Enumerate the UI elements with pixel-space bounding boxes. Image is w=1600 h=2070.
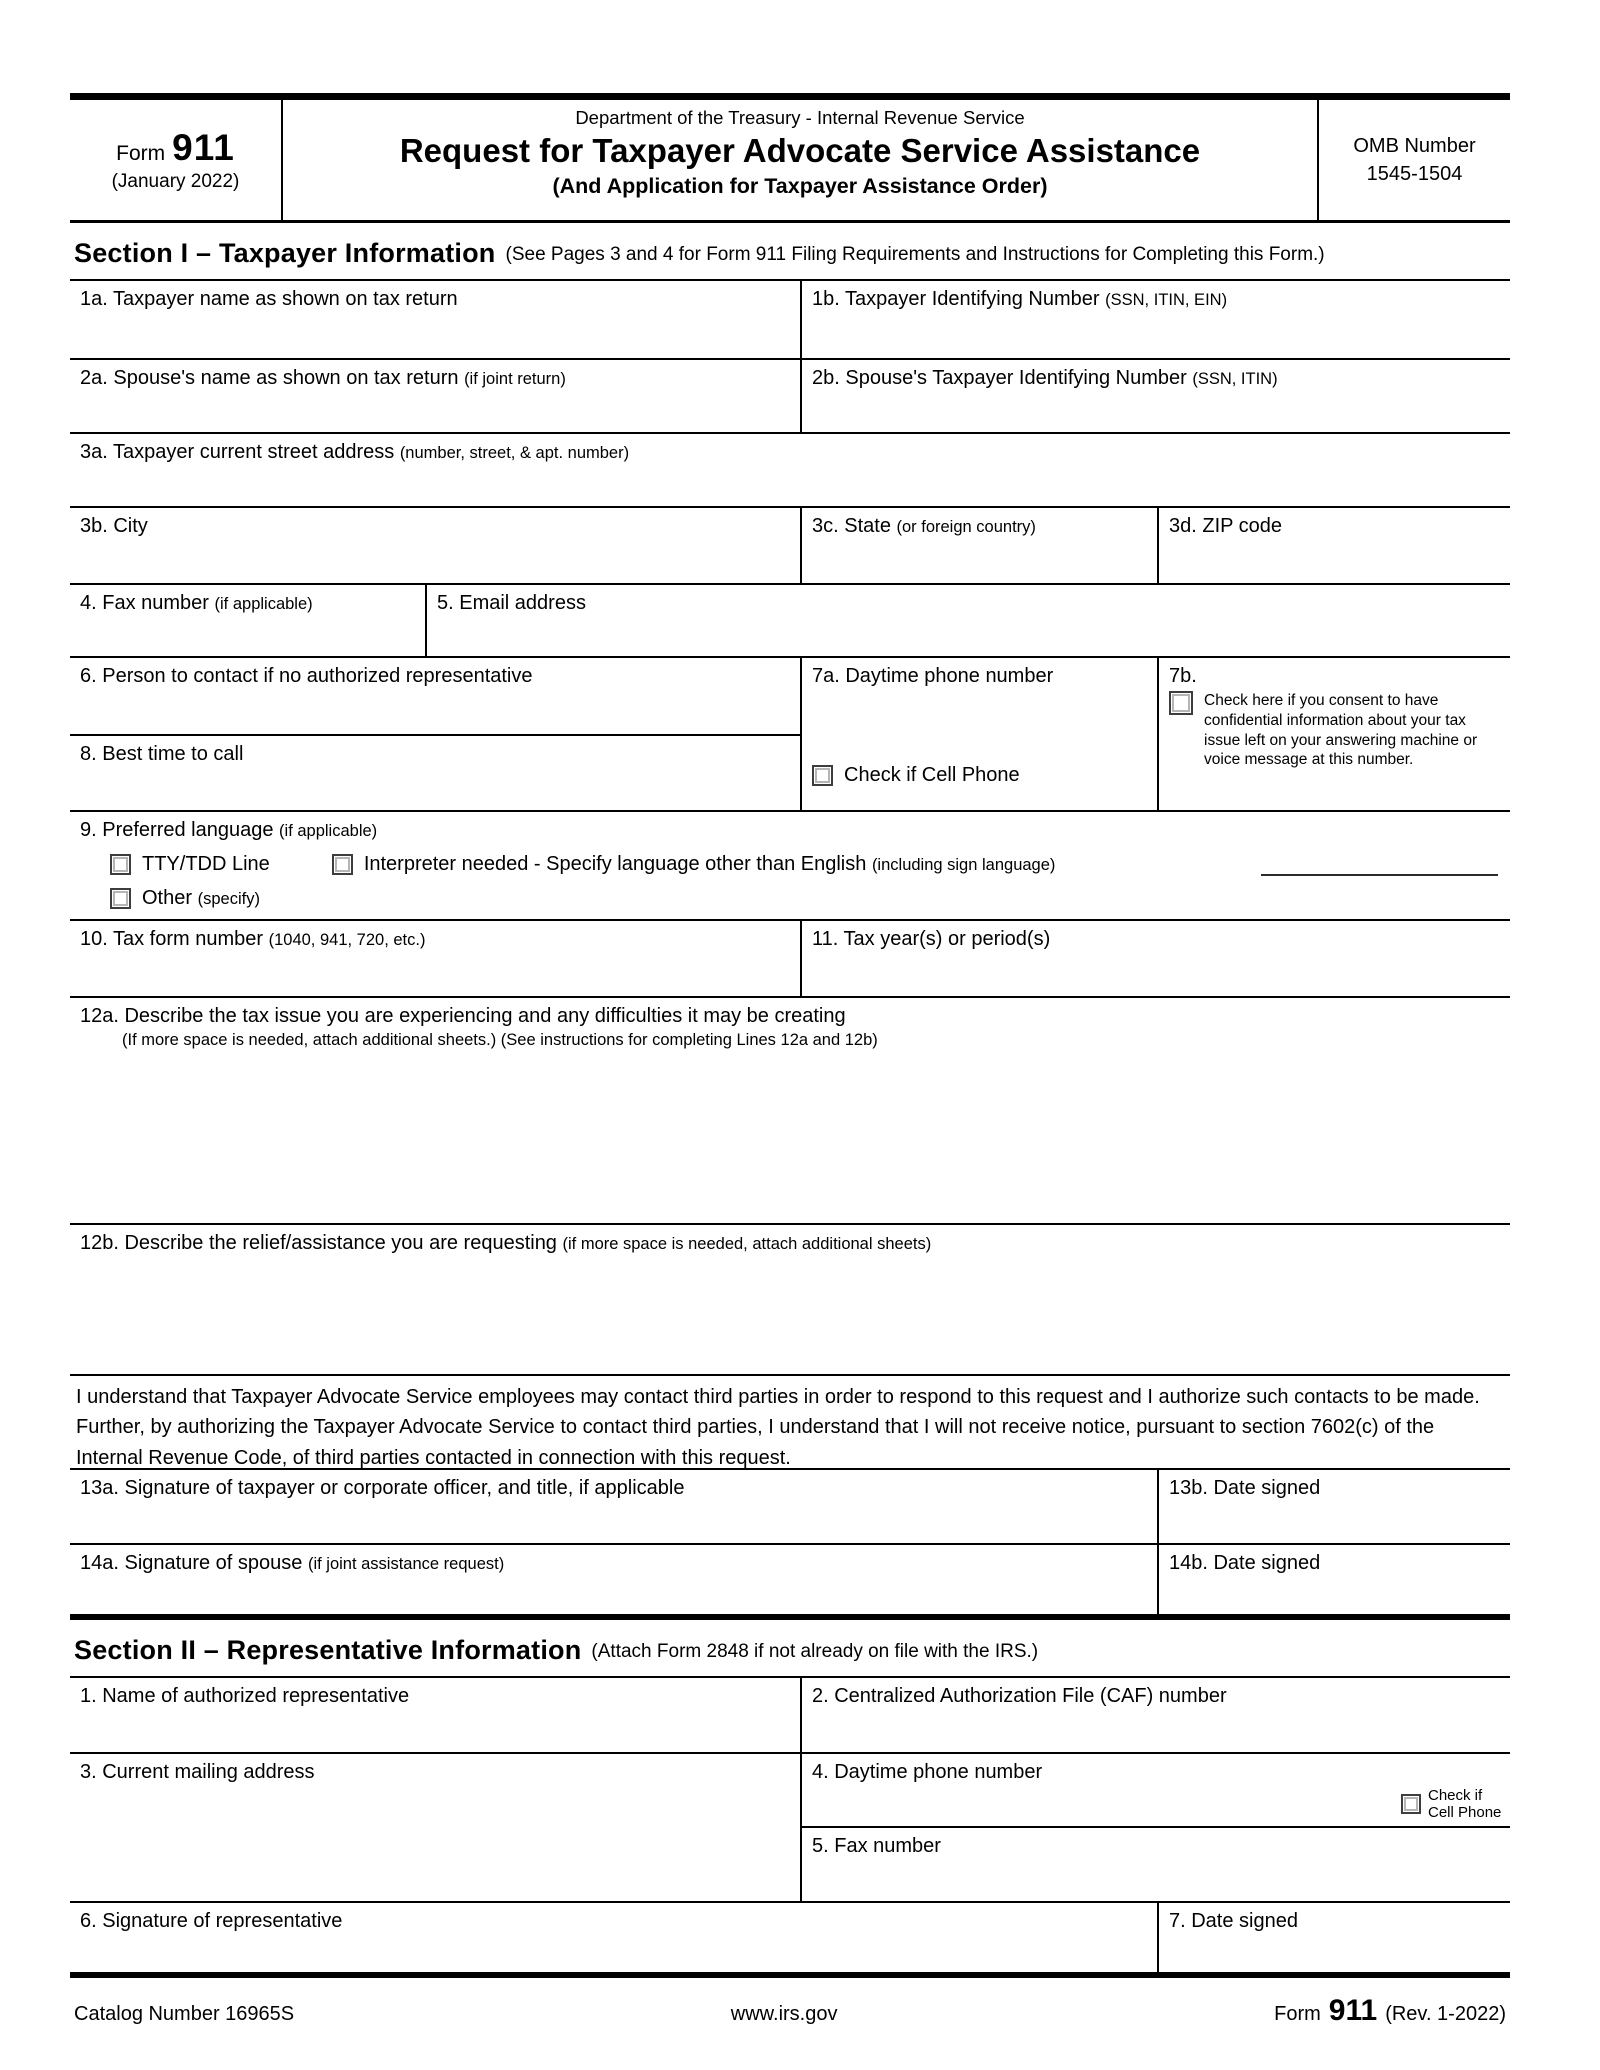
- field-13b-label: 13b. Date signed: [1169, 1477, 1321, 1499]
- field-1b-label: 1b. Taxpayer Identifying Number: [812, 288, 1100, 310]
- s2-field-7-label: 7. Date signed: [1169, 1910, 1298, 1932]
- field-4[interactable]: [70, 585, 425, 656]
- field-12a-note: (If more space is needed, attach additional sheets.) (See instructions for completing Lines 12a and 12b): [122, 1031, 878, 1049]
- field-3a-note: (number, street, & apt. number): [399, 444, 630, 462]
- row-10-11: [70, 921, 1510, 998]
- field-13a[interactable]: [70, 1470, 1157, 1543]
- field-2b[interactable]: [800, 360, 1510, 432]
- field-12b[interactable]: [70, 1225, 1510, 1374]
- interpreter-checkbox[interactable]: [332, 854, 353, 875]
- field-9-note: (if applicable): [279, 822, 378, 840]
- s2-row-3-4-5: [70, 1754, 1510, 1903]
- row-4-5: [70, 585, 1510, 658]
- row-3b: [70, 508, 1510, 585]
- s2-field-1-label: 1. Name of authorized representative: [80, 1685, 410, 1707]
- other-language-note: (specify): [197, 890, 260, 908]
- s2-field-1[interactable]: [70, 1678, 800, 1752]
- row-6-7-8: [70, 658, 1510, 812]
- section2-note: (Attach Form 2848 if not already on file with the IRS.): [591, 1641, 1039, 1662]
- field-3c[interactable]: [800, 508, 1157, 583]
- s2-field-6[interactable]: [70, 1903, 1157, 1972]
- col-6-8: [70, 658, 800, 810]
- field-2b-label: 2b. Spouse's Taxpayer Identifying Number: [812, 367, 1187, 389]
- field-3a-label: 3a. Taxpayer current street address: [80, 441, 395, 463]
- form-body: [70, 93, 1510, 2028]
- row-12b: [70, 1225, 1510, 1376]
- field-12a-label: 12a. Describe the tax issue you are experiencing and any difficulties it may be creating: [80, 1005, 846, 1027]
- section1-title: Section I – Taxpayer Information: [74, 237, 496, 268]
- s2-field-4[interactable]: [802, 1754, 1510, 1828]
- field-1b-note: (SSN, ITIN, EIN): [1105, 291, 1228, 309]
- field-10[interactable]: [70, 921, 800, 996]
- field-9: [70, 812, 1510, 919]
- field-11-label: 11. Tax year(s) or period(s): [812, 928, 1051, 950]
- row-consent: [70, 1376, 1510, 1470]
- field-5[interactable]: [425, 585, 1510, 656]
- field-7a[interactable]: [800, 658, 1157, 810]
- footer-form-id: [1274, 1994, 1506, 2028]
- omb-block: [1319, 100, 1510, 220]
- form-revision-date: (January 2022): [111, 171, 240, 192]
- s2-row-1-2: [70, 1678, 1510, 1754]
- section1-table: [70, 279, 1510, 1620]
- third-party-consent-paragraph: I understand that Taxpayer Advocate Service employees may contact third parties in order to respond to this request and I authorize such contacts to be made. Further, by authorizing the Taxpayer Advocate Service to contact third parties, I understand that I will not receive notice, pursuant to section 7602(c) of the Internal Revenue Code, of third parties contacted in connection with this request.: [76, 1386, 1480, 1469]
- field-4-label: 4. Fax number: [80, 592, 209, 614]
- field-11[interactable]: [800, 921, 1510, 996]
- section2-table: [70, 1676, 1510, 1978]
- field-6-label: 6. Person to contact if no authorized representative: [80, 665, 533, 687]
- row-1: [70, 281, 1510, 360]
- interpreter-language-input[interactable]: [1261, 852, 1498, 876]
- field-3c-note: (or foreign country): [896, 518, 1036, 536]
- agency-line: Department of the Treasury - Internal Revenue Service: [575, 107, 1025, 128]
- voicemail-consent-text: Check here if you consent to have confidential information about your tax issue left on your answering machine or voice message at this number.: [1204, 692, 1478, 769]
- section1-heading: [70, 223, 1510, 279]
- field-14a-label: 14a. Signature of spouse: [80, 1552, 303, 1574]
- footer-form-number: 911: [1328, 1994, 1378, 2027]
- row-14: [70, 1545, 1510, 1620]
- field-9-label: 9. Preferred language: [80, 819, 274, 841]
- voicemail-consent-checkbox[interactable]: [1169, 691, 1193, 715]
- field-12a[interactable]: [70, 998, 1510, 1223]
- field-14b[interactable]: [1157, 1545, 1510, 1614]
- field-14a[interactable]: [70, 1545, 1157, 1614]
- row-3a: [70, 434, 1510, 508]
- field-13b[interactable]: [1157, 1470, 1510, 1543]
- other-language-checkbox[interactable]: [110, 888, 131, 909]
- catalog-number: Catalog Number 16965S: [74, 2003, 295, 2025]
- s2-field-5[interactable]: [802, 1828, 1510, 1901]
- omb-label: OMB Number: [1353, 135, 1476, 157]
- row-2: [70, 360, 1510, 434]
- field-13a-label: 13a. Signature of taxpayer or corporate officer, and title, if applicable: [80, 1477, 685, 1499]
- s2-field-2[interactable]: [800, 1678, 1510, 1752]
- form-number-block: [70, 100, 283, 220]
- section2-heading: [70, 1620, 1510, 1676]
- s2-field-6-label: 6. Signature of representative: [80, 1910, 343, 1932]
- footer-form-word: Form: [1274, 2003, 1321, 2025]
- field-3a[interactable]: [70, 434, 1510, 506]
- footer-form-revision: (Rev. 1-2022): [1385, 2003, 1506, 2025]
- field-2a-label: 2a. Spouse's name as shown on tax return: [80, 367, 459, 389]
- tty-tdd-checkbox[interactable]: [110, 854, 131, 875]
- field-1a-label: 1a. Taxpayer name as shown on tax return: [80, 288, 458, 310]
- section1-note: (See Pages 3 and 4 for Form 911 Filing Requirements and Instructions for Completing this Form.): [505, 244, 1325, 265]
- row-12a: [70, 998, 1510, 1225]
- other-language-label: Other: [142, 887, 193, 909]
- field-1a[interactable]: [70, 281, 800, 358]
- cell-phone-checkbox[interactable]: [812, 765, 833, 786]
- form-title: Request for Taxpayer Advocate Service Assistance: [399, 132, 1201, 169]
- s2-field-4-label: 4. Daytime phone number: [812, 1761, 1043, 1783]
- field-7b-label: 7b.: [1169, 665, 1197, 687]
- s2-field-5-label: 5. Fax number: [812, 1835, 941, 1857]
- field-10-note: (1040, 941, 720, etc.): [268, 931, 426, 949]
- s2-cell-phone-checkbox-label: Check if Cell Phone: [1428, 1786, 1502, 1821]
- tty-tdd-label: TTY/TDD Line: [142, 852, 270, 875]
- row-9: [70, 812, 1510, 921]
- s2-row-6-7: [70, 1903, 1510, 1978]
- field-7a-label: 7a. Daytime phone number: [812, 665, 1054, 687]
- form-title-block: [283, 100, 1319, 220]
- s2-field-3-label: 3. Current mailing address: [80, 1761, 315, 1783]
- s2-field-3[interactable]: [70, 1754, 800, 1901]
- interpreter-label: Interpreter needed - Specify language other than English: [363, 852, 867, 875]
- field-12b-note: (if more space is needed, attach additional sheets): [562, 1235, 932, 1253]
- field-14a-note: (if joint assistance request): [307, 1555, 505, 1573]
- field-3b[interactable]: [70, 508, 800, 583]
- form-header: [70, 93, 1510, 223]
- form-word: Form: [116, 142, 166, 165]
- s2-col-4-5: [800, 1754, 1510, 1901]
- s2-field-2-label: 2. Centralized Authorization File (CAF) number: [812, 1685, 1227, 1707]
- s2-field-7[interactable]: [1157, 1903, 1510, 1972]
- irs-website: www.irs.gov: [730, 2003, 838, 2025]
- field-2a-note: (if joint return): [464, 370, 566, 388]
- field-3d-label: 3d. ZIP code: [1169, 515, 1283, 537]
- form-subtitle: (And Application for Taxpayer Assistance Order): [552, 174, 1048, 198]
- field-4-note: (if applicable): [214, 595, 313, 613]
- field-6[interactable]: [70, 658, 800, 736]
- field-5-label: 5. Email address: [437, 592, 586, 614]
- field-3b-label: 3b. City: [80, 515, 148, 537]
- interpreter-note: (including sign language): [871, 855, 1056, 874]
- form-number: 911: [172, 127, 235, 168]
- field-2a[interactable]: [70, 360, 800, 432]
- cell-phone-checkbox-label: Check if Cell Phone: [844, 764, 1020, 786]
- page-footer: [70, 1978, 1510, 2028]
- field-10-label: 10. Tax form number: [80, 928, 264, 950]
- field-3c-label: 3c. State: [812, 515, 891, 537]
- field-14b-label: 14b. Date signed: [1169, 1552, 1321, 1574]
- field-2b-note: (SSN, ITIN): [1192, 370, 1278, 388]
- field-3d[interactable]: [1157, 508, 1510, 583]
- field-8-label: 8. Best time to call: [80, 743, 244, 765]
- omb-number: 1545-1504: [1366, 163, 1463, 185]
- row-13: [70, 1470, 1510, 1545]
- field-12b-label: 12b. Describe the relief/assistance you are requesting: [80, 1232, 557, 1254]
- field-7b: [1157, 658, 1510, 810]
- field-8[interactable]: [70, 736, 800, 810]
- section2-title: Section II – Representative Information: [74, 1634, 582, 1665]
- s2-cell-phone-checkbox[interactable]: [1401, 1794, 1421, 1814]
- field-1b[interactable]: [800, 281, 1510, 358]
